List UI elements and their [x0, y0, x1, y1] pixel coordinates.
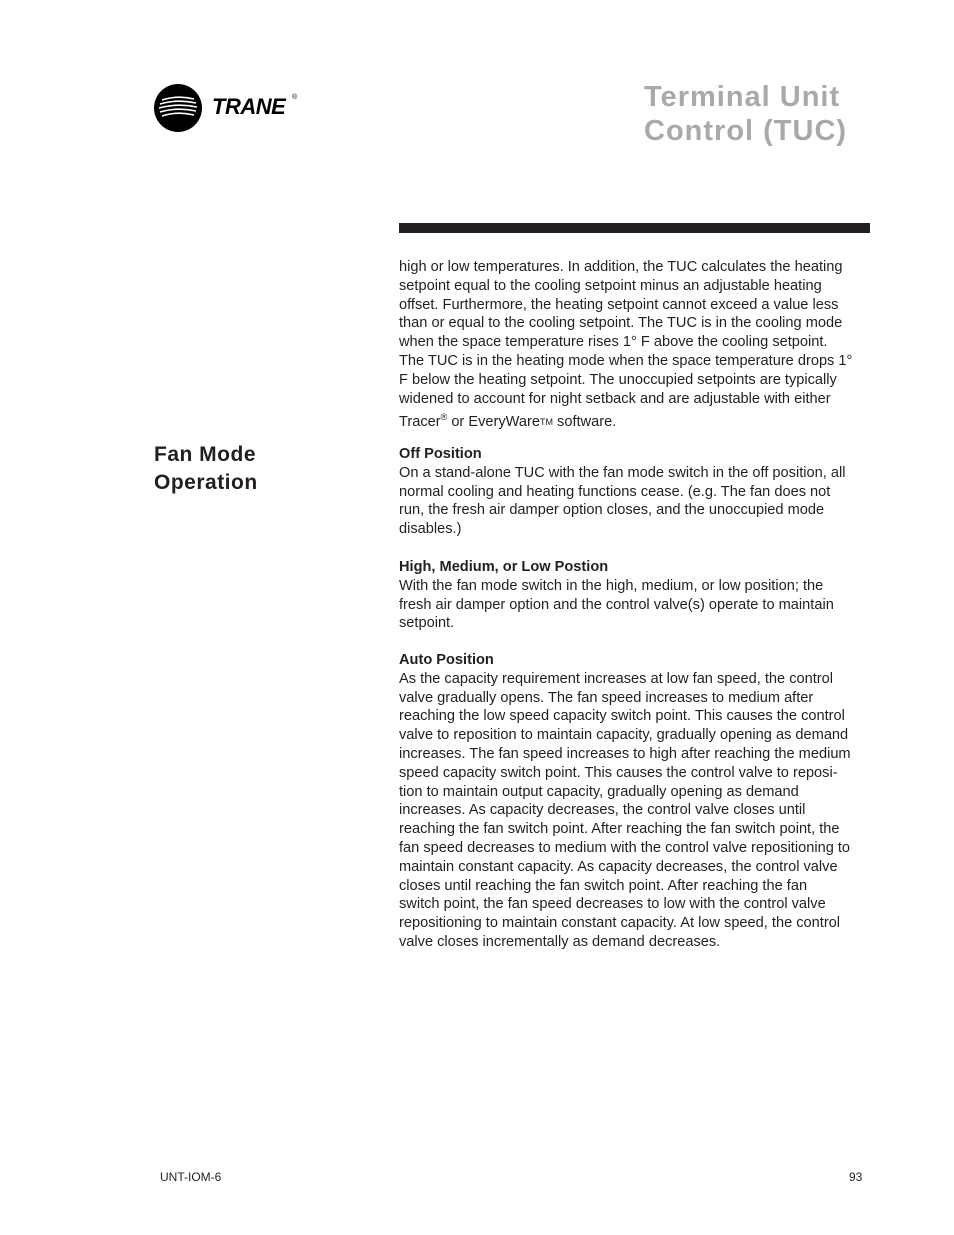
- text-line: [399, 408, 873, 433]
- logo-registered-mark: ®: [292, 94, 298, 101]
- text-line: than or equal to the cooling setpoint. The TUC is in the cooling mode: [399, 315, 843, 332]
- text-line: tion to maintain output capacity, gradually opening as demand: [399, 783, 799, 800]
- section-title-line-2: Control (TUC): [644, 115, 848, 147]
- high-medium-low-section: [399, 558, 873, 633]
- text-line: F below the heating setpoint. The unoccupied setpoints are typically: [399, 371, 837, 388]
- text-line: run, the fresh air damper option closes, and the unoccupied mode: [399, 502, 825, 519]
- auto-position-section: [399, 651, 873, 952]
- high-medium-low-heading: High, Medium, or Low Postion: [399, 559, 609, 575]
- text-line: reaching the low speed capacity switch point. This causes the control: [399, 708, 845, 725]
- text-line: valve to reposition to maintain capacity, gradually opening as demand: [399, 727, 849, 744]
- tracer-text: Tracer: [399, 414, 441, 431]
- text-line: setpoint.: [399, 615, 455, 632]
- logo-wordmark: TRANE: [212, 94, 286, 119]
- fan-mode-heading-line-1: Fan Mode: [154, 443, 256, 466]
- trademark-mark: TM: [539, 417, 553, 428]
- text-line: On a stand-alone TUC with the fan mode switch in the off position, all: [399, 464, 846, 481]
- text-line: valve closes incrementally as demand decreases.: [399, 933, 721, 950]
- text-line: fan speed decreases to medium with the control valve repositioning to: [399, 839, 851, 856]
- text-line: high or low temperatures. In addition, the TUC calculates the heating: [399, 259, 843, 275]
- section-title-line-1: Terminal Unit: [644, 81, 841, 113]
- header-rule: [399, 223, 870, 233]
- text-line: disables.): [399, 521, 462, 538]
- text-line: widened to account for night setback and are adjustable with either: [399, 390, 831, 407]
- text-line: repositioning to maintain constant capacity. At low speed, the control: [399, 915, 841, 932]
- text-line: reaching the fan switch point. After reaching the fan switch point, the: [399, 821, 840, 838]
- section-title: [644, 80, 924, 148]
- text-line: closes until reaching the fan switch point. After reaching the fan: [399, 877, 808, 894]
- text-line: fresh air damper option and the control valve(s) operate to maintain: [399, 596, 834, 613]
- text-line: normal cooling and heating functions cease. (e.g. The fan does not: [399, 483, 831, 500]
- everyware-text: or EveryWare: [447, 414, 540, 431]
- software-text: software.: [552, 414, 617, 431]
- text-line: switch point, the fan speed decreases to low with the control valve: [399, 896, 826, 913]
- registered-mark: ®: [440, 412, 448, 423]
- text-line: setpoint equal to the cooling setpoint minus an adjustable heating: [399, 277, 822, 294]
- text-line: With the fan mode switch in the high, medium, or low position; the: [399, 577, 824, 594]
- document-id: UNT-IOM-6: [160, 1170, 222, 1184]
- text-line: offset. Furthermore, the heating setpoint cannot exceed a value less: [399, 296, 839, 313]
- off-position-section: [399, 445, 873, 539]
- fan-mode-heading-line-2: Operation: [154, 471, 258, 494]
- trane-emblem-icon: [154, 84, 202, 132]
- fan-mode-heading: [154, 441, 374, 497]
- text-line: valve gradually opens. The fan speed increases to medium after: [399, 689, 814, 706]
- text-line: increases. The fan speed increases to high after reaching the medium: [399, 745, 851, 762]
- auto-position-heading: Auto Position: [399, 652, 494, 668]
- text-line: speed capacity switch point. This causes the control valve to reposi-: [399, 764, 838, 781]
- text-line: maintain constant capacity. As capacity decreases, the control valve: [399, 858, 838, 875]
- off-position-heading: Off Position: [399, 446, 482, 462]
- intro-paragraph: [399, 258, 873, 433]
- text-line: The TUC is in the heating mode when the space temperature drops 1°: [399, 352, 853, 369]
- page-number: 93: [849, 1170, 863, 1184]
- text-line: As the capacity requirement increases at low fan speed, the control: [399, 670, 833, 687]
- text-line: when the space temperature rises 1° F above the cooling setpoint.: [399, 334, 828, 351]
- text-line: increases. As capacity decreases, the control valve closes until: [399, 802, 806, 819]
- trane-logo: [154, 84, 304, 134]
